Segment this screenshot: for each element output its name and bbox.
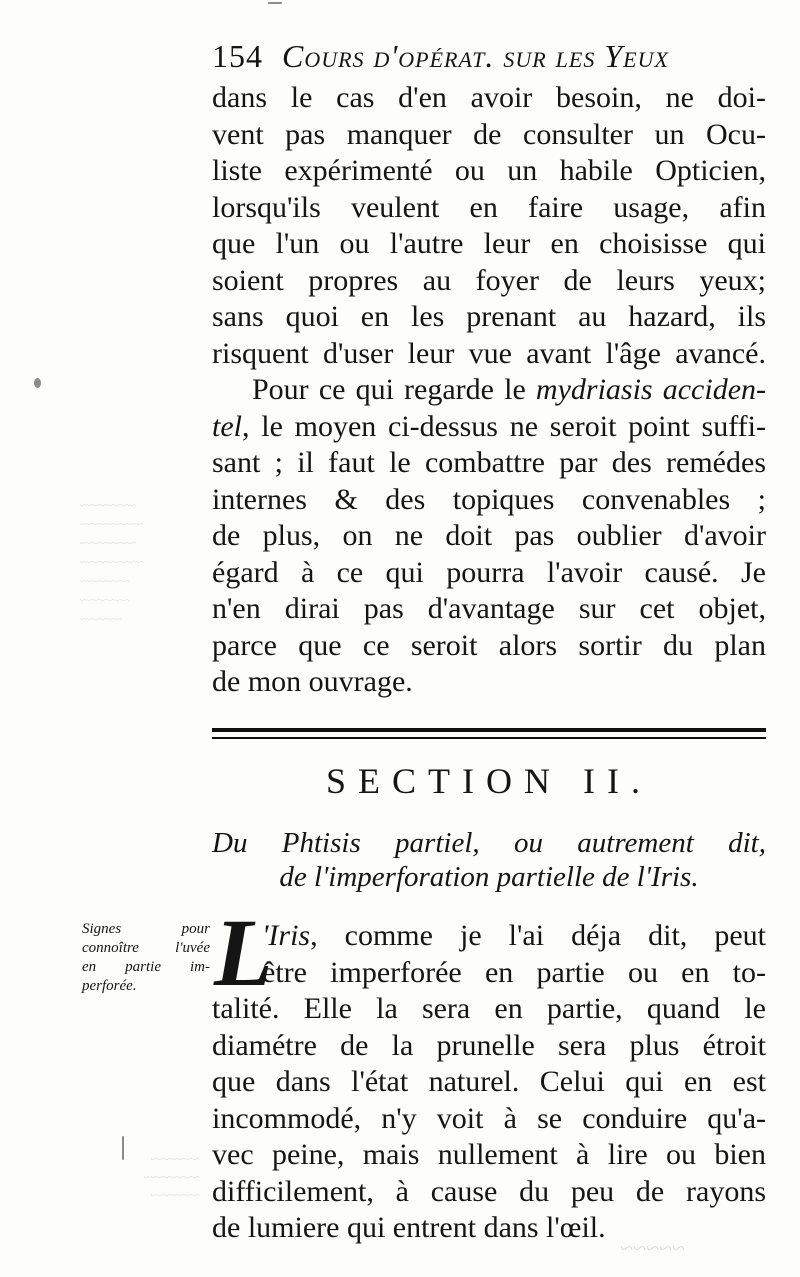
text-run: , comme je l'ai déja dit, peut xyxy=(310,919,766,952)
text-line: risquent d'user leur vue avant l'âge avancé. xyxy=(212,336,766,370)
text-line: liste expérimenté ou un habile Opticien, xyxy=(212,154,766,187)
ink-spot-small xyxy=(268,2,282,4)
text-line: que l'un ou l'autre leur en choisisse qui xyxy=(212,227,766,260)
text-run: Pour ce qui regarde le xyxy=(252,373,536,406)
paragraph-2 xyxy=(212,372,766,701)
paragraph-1 xyxy=(212,80,766,372)
ink-spot xyxy=(34,378,41,388)
section-divider-thick xyxy=(212,728,766,732)
text-line: sant ; il faut le combattre par des remédes xyxy=(212,446,766,479)
bleed-through-margin-decoration: ~~~~~~~~ ~~~~~~~~~ ~~~~~~~~ ~~~~~~~~~ ~~~~~~~ ~~~~~~~ ~~~~~~ xyxy=(80,497,144,626)
text-line: vent pas manquer de consulter un Ocu- xyxy=(212,117,766,151)
text-line: diamétre de la prunelle sera plus étroit xyxy=(212,1028,766,1062)
subtitle-line: Du Phtisis partiel, ou autrement dit, xyxy=(212,827,766,859)
text-line: n'en dirai pas d'avantage sur cet objet, xyxy=(212,592,766,625)
running-header xyxy=(212,38,772,75)
section-divider-thin xyxy=(212,737,766,739)
margin-note-line: perforée. xyxy=(82,978,137,994)
text-line: talité. Elle la sera en partie, quand le xyxy=(212,992,766,1025)
margin-note-line: en partie im- xyxy=(82,959,210,975)
ink-spot-mark xyxy=(122,1136,124,1160)
text-line: égard à ce qui pourra l'avoir causé. Je xyxy=(212,555,766,589)
subtitle-line: de l'imperforation partielle de l'Iris. xyxy=(279,861,699,893)
text-run: , le moyen ci-dessus ne seroit point suffi- xyxy=(242,409,766,443)
bleed-through-margin-decoration-lower: ~~~~~~~ ~~~~~~~~ ~~~~~~~ xyxy=(143,1151,200,1202)
text-line: dans le cas d'en avoir besoin, ne doi- xyxy=(212,81,766,114)
text-line: vec peine, mais nullement à lire ou bien xyxy=(212,1138,766,1171)
page-number: 154 xyxy=(212,38,263,74)
drop-cap: L xyxy=(214,899,273,1006)
text-line: de lumiere qui entrent dans l'œil. xyxy=(212,1211,606,1244)
text-line xyxy=(212,918,766,955)
text-line xyxy=(212,372,766,409)
text-line: difficilement, à cause du peu de rayons xyxy=(212,1174,766,1208)
text-line: de mon ouvrage. xyxy=(212,665,413,698)
text-line: être imperforée en partie ou en to- xyxy=(262,955,766,989)
margin-note xyxy=(82,920,210,996)
running-title: Cours d'opérat. sur les Yeux xyxy=(282,38,669,74)
text-line: de plus, on ne doit pas oublier d'avoir xyxy=(212,519,766,552)
text-line: lorsqu'ils veulent en faire usage, afin xyxy=(212,190,766,224)
italic-term: 'Iris xyxy=(262,919,311,952)
text-line xyxy=(212,409,766,446)
text-line: que dans l'état naturel. Celui qui en est xyxy=(212,1065,766,1098)
section-heading: SECTION II. xyxy=(326,761,652,801)
italic-term: tel xyxy=(212,409,242,443)
text-line: soient propres au foyer de leurs yeux; xyxy=(212,263,766,297)
margin-note-line: Signes pour xyxy=(82,921,210,937)
italic-term: mydriasis acciden- xyxy=(535,373,766,406)
margin-note-line: connoître l'uvée xyxy=(82,940,210,956)
text-line: incommodé, n'y voit à se conduire qu'a- xyxy=(212,1101,766,1135)
text-line: parce que ce seroit alors sortir du plan xyxy=(212,628,766,662)
bleed-through-footer-decoration: ~~~~~ xyxy=(620,1236,685,1262)
paragraph-3 xyxy=(212,918,766,1247)
section-subtitle xyxy=(212,826,766,894)
text-line: internes & des topiques convenables ; xyxy=(212,482,766,516)
text-line: sans quoi en les prenant au hazard, ils xyxy=(212,300,766,333)
